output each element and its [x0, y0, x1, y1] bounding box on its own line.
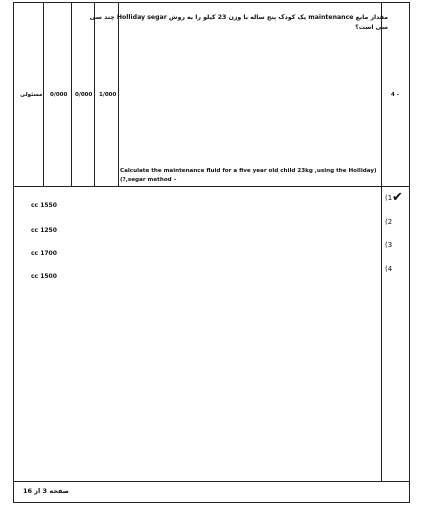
col-divider	[43, 2, 44, 186]
question-text-en: Calculate the maintenance fluid for a five year old child 23kg ,using the Holliday) (?,segar method –	[120, 168, 377, 183]
col-divider	[71, 2, 72, 186]
option-1-text: cc 1550	[31, 202, 57, 209]
status-cell: مسئولی	[20, 92, 43, 98]
option-2-text: cc 1250	[31, 227, 57, 234]
option-4-number[interactable]: (4	[385, 265, 393, 273]
question-number: 4 -	[391, 92, 400, 98]
check-mark-icon: ✔	[392, 190, 403, 205]
question-frame	[13, 2, 410, 503]
row-divider	[13, 186, 410, 187]
question-text-fa: مقدار مایع maintenance یک کودک پنج ساله با وزن 23 کیلو را به روش Holliday segar چند سی سی است؟	[89, 14, 388, 31]
score-cell-1: 0/000	[50, 92, 68, 98]
option-4-text: cc 1500	[31, 273, 57, 280]
option-3-number[interactable]: (3	[385, 241, 393, 249]
option-1-number[interactable]: (1	[385, 194, 393, 202]
option-3-text: cc 1700	[31, 250, 57, 257]
col-divider	[381, 2, 382, 481]
footer-divider	[13, 481, 410, 482]
score-cell-3: 1/000	[99, 92, 117, 98]
option-2-number[interactable]: (2	[385, 218, 393, 226]
page-footer: صفحه 3 از 16	[23, 487, 69, 495]
score-cell-2: 0/000	[75, 92, 93, 98]
